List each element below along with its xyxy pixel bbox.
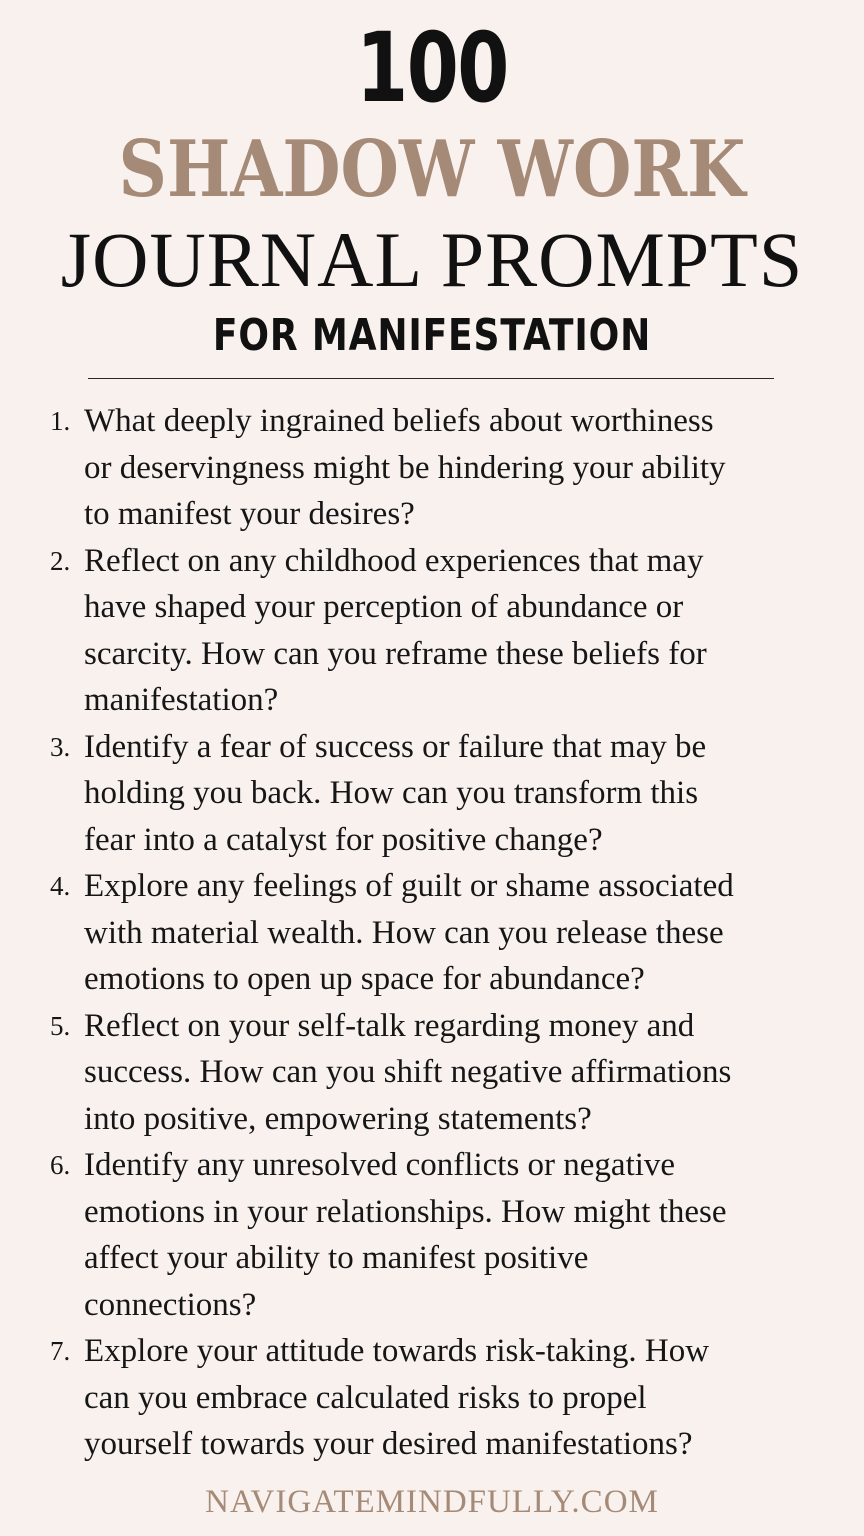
- title-shadow-work: SHADOW WORK: [118, 124, 746, 215]
- prompt-number: 6.: [50, 1150, 71, 1180]
- prompt-text-line: holding you back. How can you transform this: [84, 775, 699, 811]
- prompt-number: 7.: [50, 1336, 71, 1366]
- prompt-item: [50, 1142, 840, 1328]
- prompt-text-line: yourself towards your desired manifestations?: [84, 1426, 693, 1462]
- prompt-text-line: Reflect on any childhood experiences that may: [84, 542, 704, 579]
- divider: [88, 378, 774, 379]
- prompt-text-line: Explore your attitude towards risk-taking. How: [84, 1333, 710, 1369]
- prompt-number: 1.: [50, 406, 71, 436]
- prompt-number: 2.: [50, 545, 71, 576]
- prompt-text-line: success. How can you shift negative affirmations: [84, 1054, 732, 1090]
- prompt-item: [50, 398, 840, 538]
- prompt-text-line: emotions in your relationships. How might these: [84, 1193, 727, 1230]
- footer-website: NAVIGATEMINDFULLY.COM: [205, 1484, 659, 1520]
- prompt-list: [50, 398, 840, 1468]
- prompt-text-line: What deeply ingrained beliefs about worthiness: [84, 403, 714, 439]
- prompt-text-line: affect your ability to manifest positive: [84, 1240, 589, 1276]
- prompt-text-line: connections?: [84, 1286, 257, 1323]
- prompt-text-line: scarcity. How can you reframe these beliefs for: [84, 635, 707, 672]
- prompt-item: [50, 1003, 840, 1143]
- prompt-text-line: Identify a fear of success or failure that may be: [84, 728, 707, 765]
- prompt-text-line: have shaped your perception of abundance or: [84, 589, 684, 625]
- prompt-text-line: with material wealth. How can you release these: [84, 914, 724, 951]
- title-journal-prompts: JOURNAL PROMPTS: [60, 216, 804, 303]
- prompt-text-line: emotions to open up space for abundance?: [84, 961, 645, 997]
- prompt-item: [50, 724, 840, 864]
- prompt-text-line: Explore any feelings of guilt or shame associated: [84, 868, 734, 904]
- title-number: 100: [356, 12, 508, 124]
- prompt-number: 3.: [50, 731, 71, 762]
- prompt-item: [50, 1328, 840, 1468]
- prompt-text-line: manifestation?: [84, 682, 279, 718]
- subtitle-for-manifestation: FOR MANIFESTATION: [212, 310, 652, 361]
- prompt-number: 5.: [50, 1010, 71, 1041]
- prompt-text-line: or deservingness might be hindering your ability: [84, 449, 726, 486]
- prompt-number: 4.: [50, 871, 71, 901]
- prompt-text-line: to manifest your desires?: [84, 496, 415, 532]
- prompt-text-line: Identify any unresolved conflicts or negative: [84, 1147, 676, 1183]
- prompt-text-line: fear into a catalyst for positive change?: [84, 821, 603, 858]
- prompt-item: [50, 863, 840, 1003]
- prompt-text-line: can you embrace calculated risks to propel: [84, 1379, 647, 1416]
- prompt-text-line: into positive, empowering statements?: [84, 1100, 592, 1137]
- prompt-text-line: Reflect on your self-talk regarding money and: [84, 1007, 695, 1044]
- prompt-item: [50, 538, 840, 724]
